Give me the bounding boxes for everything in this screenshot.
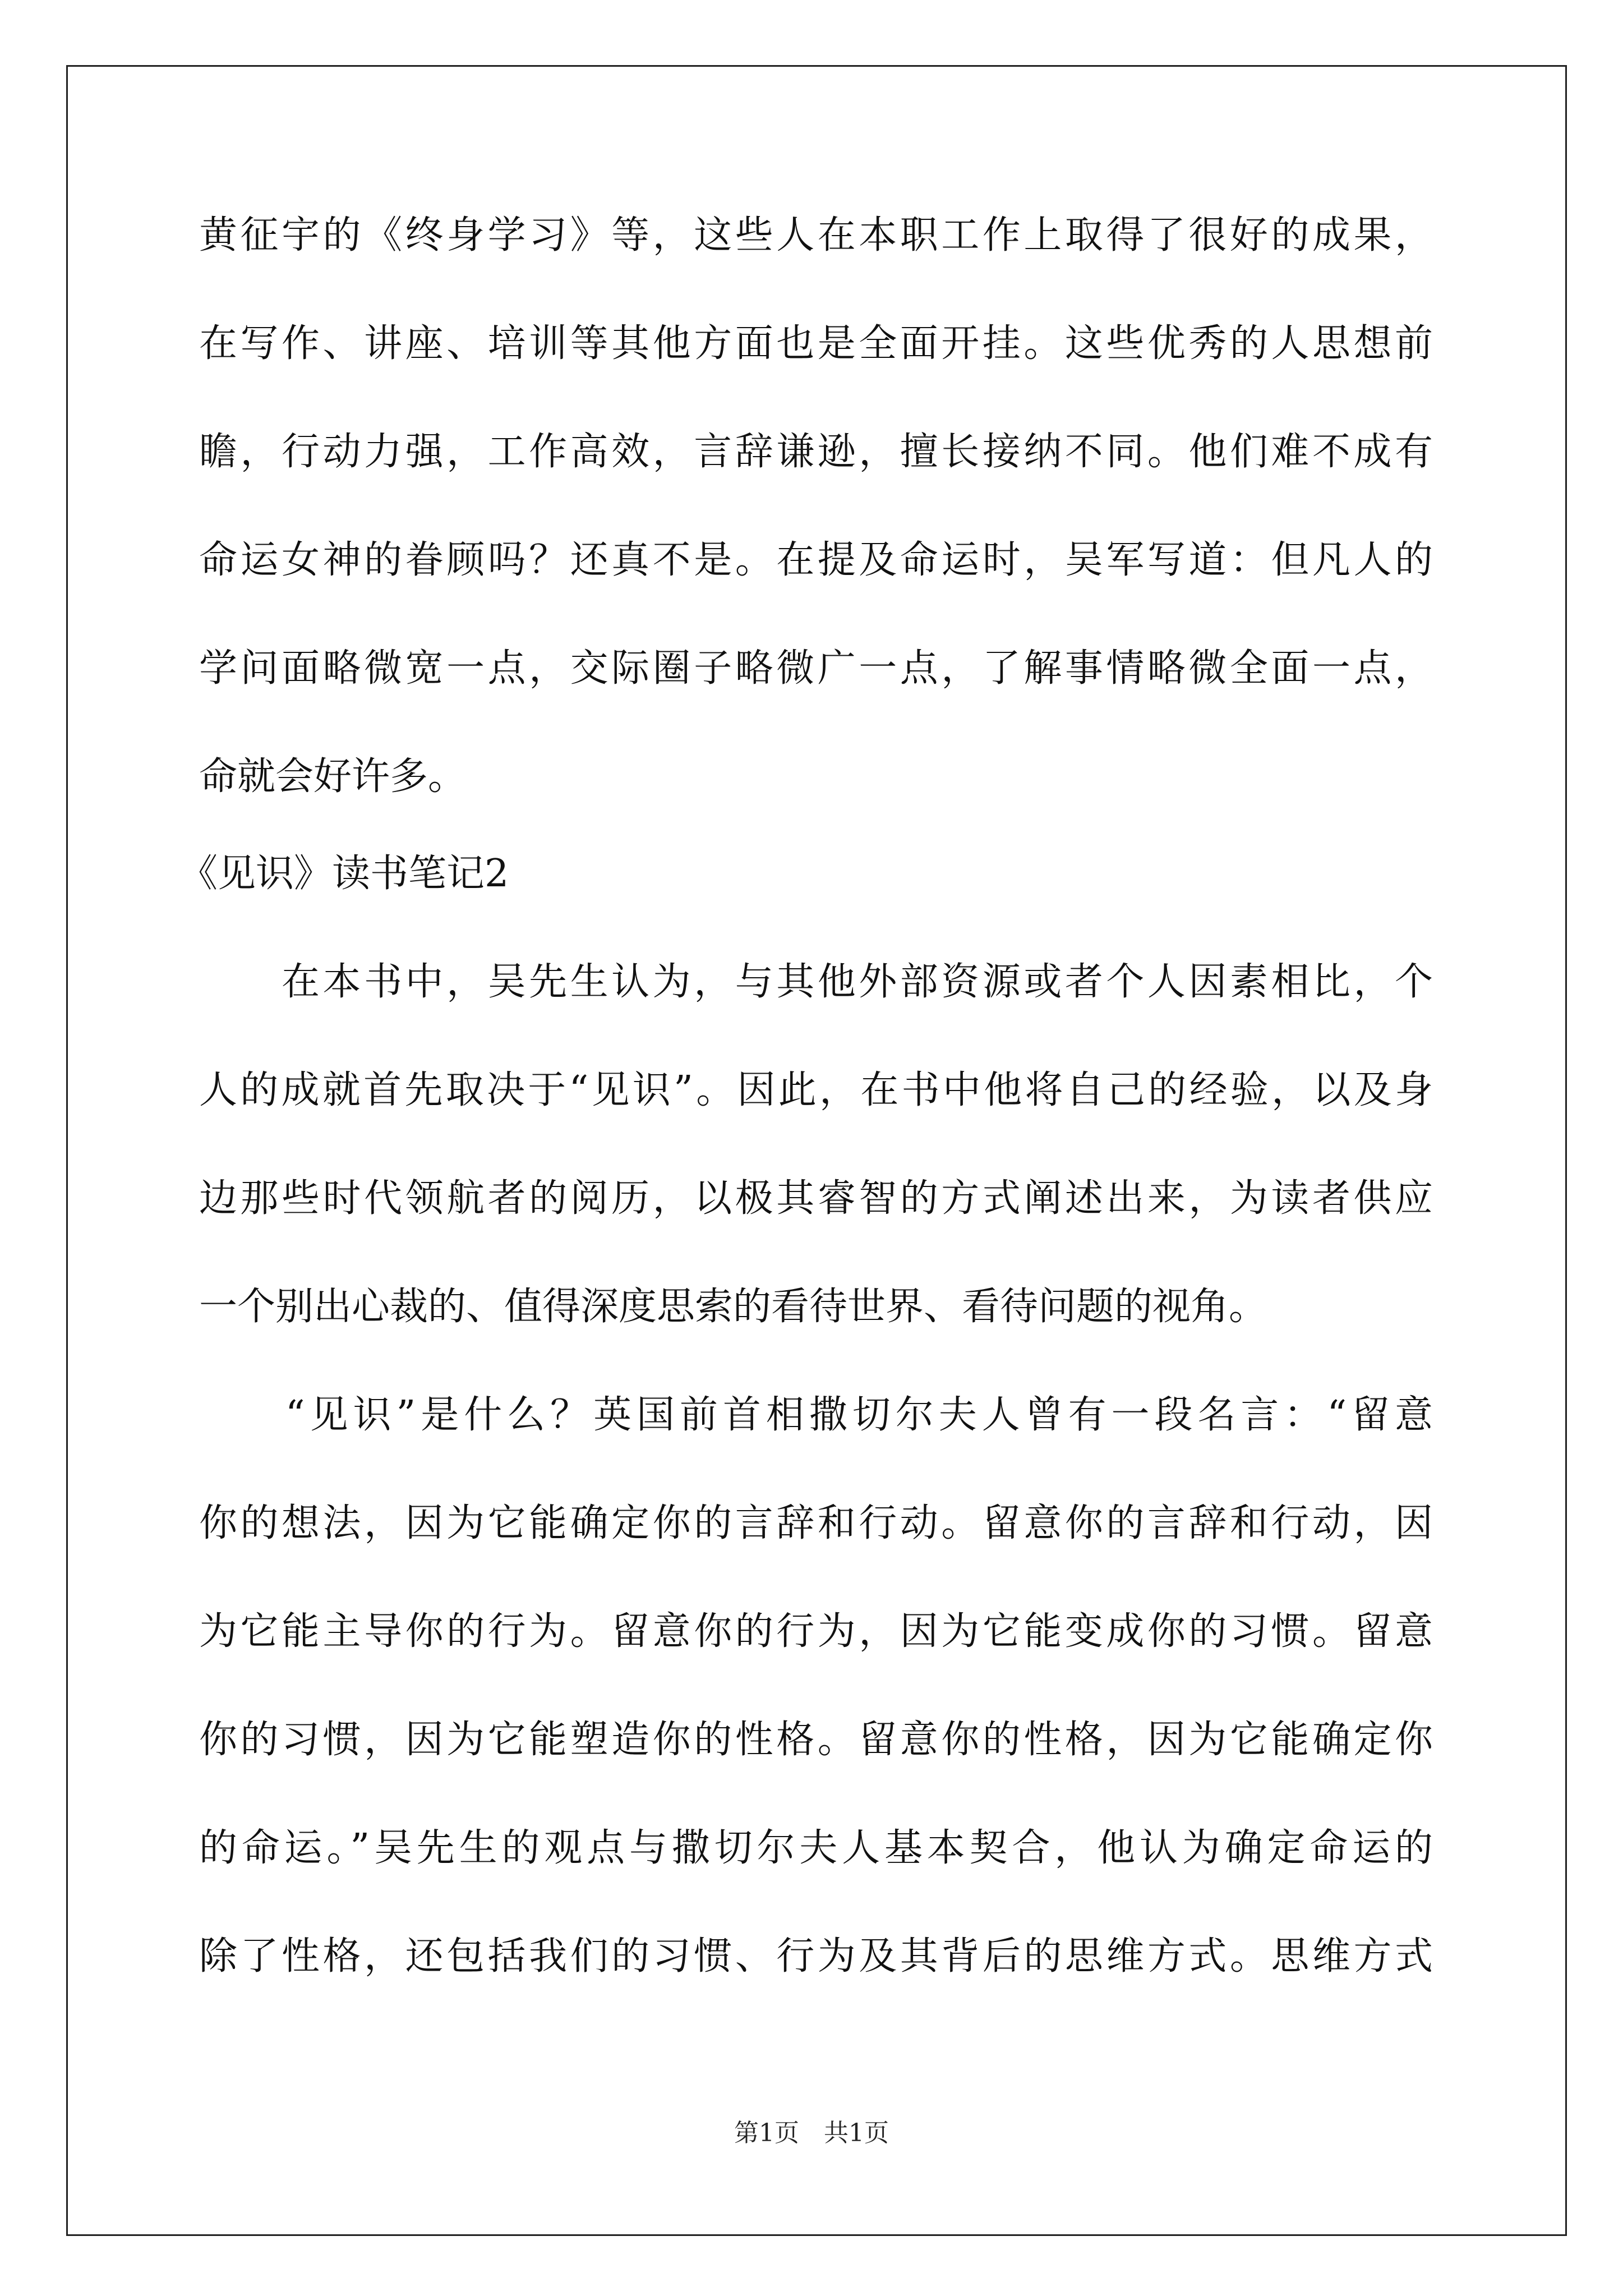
text-line: 的命运。”吴先生的观点与撒切尔夫人基本契合，他认为确定命运的 — [199, 1826, 1433, 1870]
text-line: 学问面略微宽一点，交际圈子略微广一点，了解事情略微全面一点， — [199, 646, 1433, 691]
text-line: 瞻，行动力强，工作高效，言辞谦逊，擅长接纳不同。他们难不成有 — [199, 430, 1433, 474]
section-heading: 《见识》读书笔记2 — [179, 852, 509, 896]
text-line: 除了性格，还包括我们的习惯、行为及其背后的思维方式。思维方式 — [199, 1934, 1433, 1978]
text-line: 命就会好许多。 — [199, 754, 467, 799]
paragraph-2 — [199, 960, 1433, 1329]
page-footer: 第1页 共1页 — [734, 2119, 889, 2147]
text-line: 你的想法，因为它能确定你的言辞和行动。留意你的言辞和行动，因 — [199, 1501, 1433, 1545]
text-line: 一个别出心裁的、值得深度思索的看待世界、看待问题的视角。 — [199, 1285, 1267, 1329]
text-line: 为它能主导你的行为。留意你的行为，因为它能变成你的习惯。留意 — [199, 1609, 1433, 1654]
text-line: 人的成就首先取决于“见识”。因此，在书中他将自己的经验，以及身 — [199, 1068, 1433, 1112]
paragraph-3 — [199, 1393, 1433, 1979]
text-line: 黄征宇的《终身学习》等，这些人在本职工作上取得了很好的成果， — [199, 213, 1433, 257]
document-body — [179, 213, 1433, 1979]
text-line: 在本书中，吴先生认为，与其他外部资源或者个人因素相比，个 — [199, 960, 1433, 1004]
text-line: 命运女神的眷顾吗？还真不是。在提及命运时，吴军写道：但凡人的 — [199, 538, 1433, 582]
text-line: “见识”是什么？英国前首相撒切尔夫人曾有一段名言：“留意 — [199, 1393, 1433, 1437]
paragraph-1 — [199, 213, 1433, 799]
text-line: 边那些时代领航者的阅历，以极其睿智的方式阐述出来，为读者供应 — [199, 1176, 1433, 1221]
text-line: 你的习惯，因为它能塑造你的性格。留意你的性格，因为它能确定你 — [199, 1718, 1433, 1762]
text-line: 在写作、讲座、培训等其他方面也是全面开挂。这些优秀的人思想前 — [199, 321, 1433, 366]
